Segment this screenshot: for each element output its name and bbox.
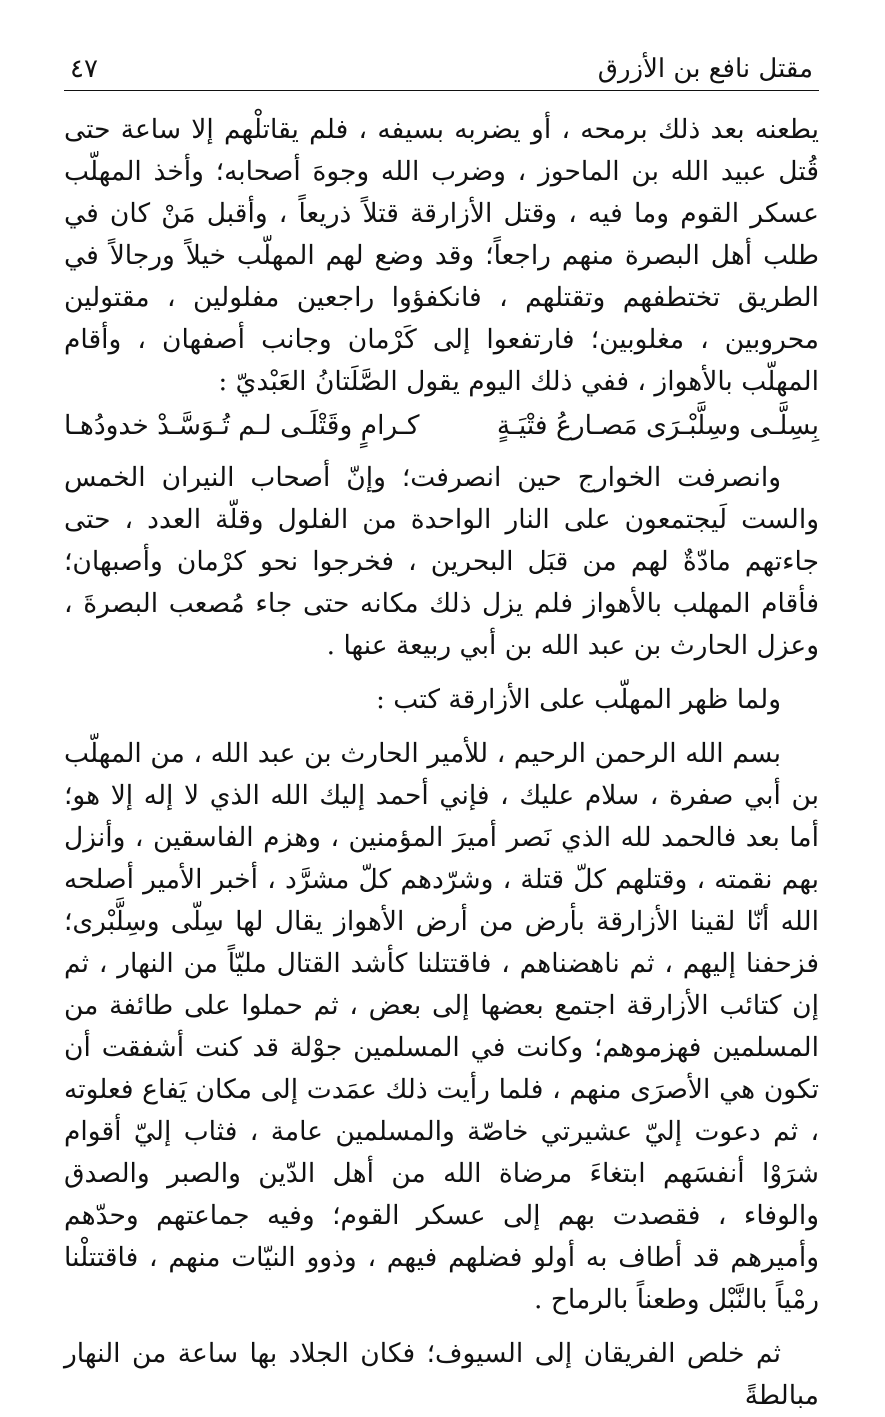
running-title: مقتل نافع بن الأزرق (597, 54, 813, 84)
verse-hemistich-right: بِسِلَّـى وسِلَّبْـرَى مَصـارعُ فتْيَـةٍ (496, 410, 819, 441)
paragraph: ولما ظهر المهلّب على الأزارقة كتب : (375, 684, 781, 715)
letter-paragraph: بسم الله الرحمن الرحيم ، للأمير الحارث بن عبد الله ، من المهلّب بن أبي صفرة ، سلام عليك ، فإني أحمد إليك الله الذي لا إله إلا هو؛ أما بعد فالحمد لله الذي نَصر أميرَ المؤمنين ، وهزم الفاسقين ، وأنزل بهم نقمته ، وقتلهم كلّ قتلة ، وشرّدهم كلّ مشرَّد ، أخبر الأمير أصلحه الله أنّا لقينا الأزارقة بأرض من أرض الأهواز يقال لها سِلّى وسِلَّبْرى؛ فزحفنا إليهم ، ثم ناهضناهم ، فاقتتلنا كأشد القتال مليّاً من النهار ، ثم إن كتائب الأزارقة اجتمع بعضها إلى بعض ، ثم حملوا على طائفة من المسلمين فهزموهم؛ وكانت في المسلمين جوْلة قد كنت أشفقت أن تكون هي الأصرَى منهم ، فلما رأيت ذلك عمَدت إلى مكان يَفاع فعلوته ، ثم دعوت إليّ عشيرتي خاصّة والمسلمين عامة ، فثاب إليّ أقوام شرَوْا أنفسَهم ابتغاءَ مرضاة الله من أهل الدّين والصبر والصدق والوفاء ، فقصدت بهم إلى عسكر القوم؛ وفيه جماعتهم وحدّهم وأميرهم قد أطاف به أولو فضلهم فيهم ، وذوو النيّات منهم ، فاقتتلْنا رمْياً بالنَّبْل وطعناً بالرماح . (64, 738, 819, 1315)
body-text (64, 109, 819, 1417)
paragraph: وانصرفت الخوارج حين انصرفت؛ وإنّ أصحاب النيران الخمس والست لَيجتمعون على النار الواحدة من الفلول وقلّة العدد ، حتى جاءتهم مادّةٌ لهم من قبَل البحرين ، فخرجوا نحو كرْمان وأصبهان؛ فأقام المهلب بالأهواز فلم يزل ذلك مكانه حتى جاء مُصعب البصرةَ ، وعزل الحارث بن عبد الله بن أبي ربيعة عنها . (64, 462, 819, 661)
poem-verse (64, 403, 819, 449)
paragraph: يطعنه بعد ذلك برمحه ، أو يضربه بسيفه ، فلم يقاتلْهم إلا ساعة حتى قُتل عبيد الله بن الماحوز ، وضرب الله وجوهَ أصحابه؛ وأخذ المهلّب عسكر القوم وما فيه ، وقتل الأزارقة قتلاً ذريعاً ، وأقبل مَنْ كان في طلب أهل البصرة منهم راجعاً؛ وقد وضع لهم المهلّب خيلاً ورجالاً في الطريق تختطفهم وتقتلهم ، فانكفؤوا راجعين مفلولين ، مقتولين محروبين ، مغلوبين؛ فارتفعوا إلى كَرْمان وجانب أصفهان ، وأقام المهلّب بالأهواز ، ففي ذلك اليوم يقول الصَّلَتانُ العَبْديّ : (64, 114, 819, 397)
paragraph: ثم خلص الفريقان إلى السيوف؛ فكان الجلاد بها ساعة من النهار مبالطةً (64, 1338, 819, 1411)
running-head (64, 52, 819, 90)
header-rule (64, 90, 819, 91)
verse-hemistich-left: كـرامٍ وقَتْلَـى لـم تُـوَسَّـدْ خدودُهـا (64, 410, 420, 441)
page-number: ٤٧ (70, 54, 98, 84)
